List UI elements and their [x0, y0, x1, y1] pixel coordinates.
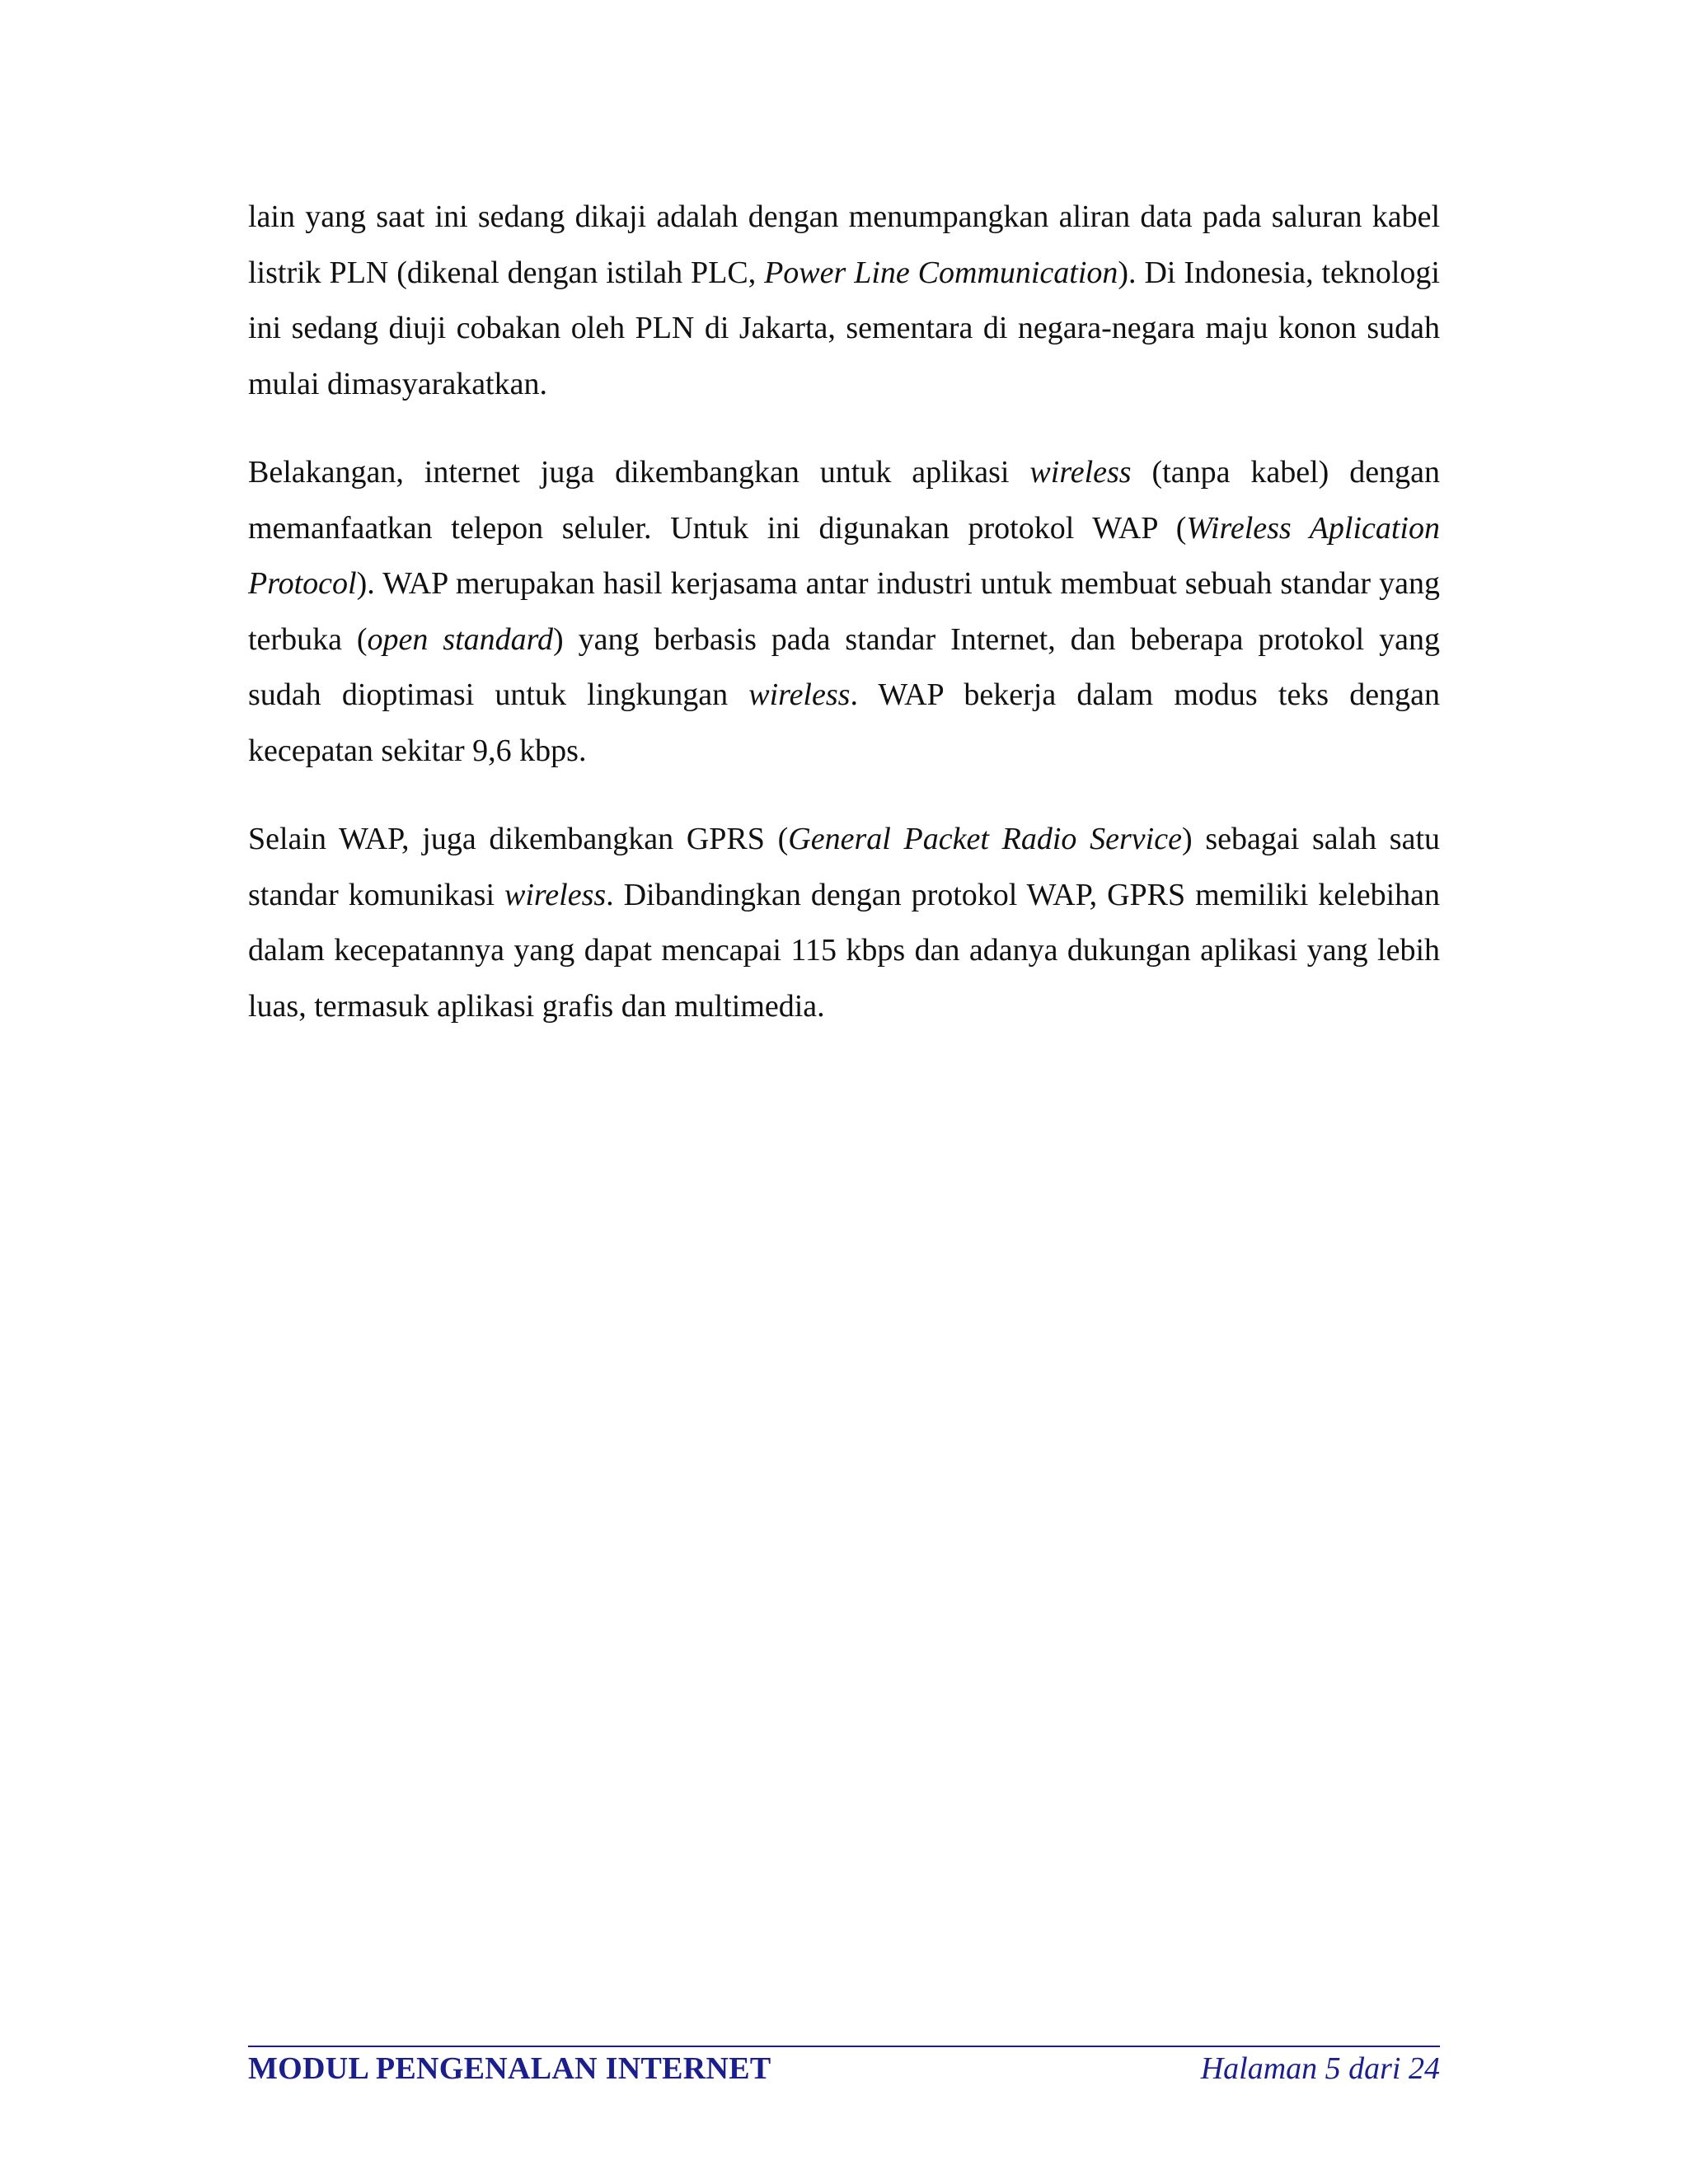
page-number: Halaman 5 dari 24 — [1200, 2051, 1440, 2086]
text-run-italic: wireless — [504, 877, 607, 912]
text-run-italic: wireless — [748, 677, 851, 712]
text-run: lain yang saat ini sedang dikaji adalah dengan menumpangkan aliran data pada saluran kabel listrik PLN (dikenal dengan istilah PLC, — [248, 199, 1440, 290]
paragraph-plc — [248, 190, 1440, 412]
body-text — [248, 190, 1440, 1067]
text-run-italic: open standard — [367, 621, 554, 657]
paragraph-gprs — [248, 812, 1440, 1034]
text-run: . WAP bekerja dalam modus teks dengan kecepatan sekitar 9,6 kbps. — [248, 677, 1440, 768]
text-run: (tanpa kabel) dengan memanfaatkan telepon seluler. Untuk ini digunakan protokol WAP ( — [248, 455, 1440, 546]
footer-title: MODUL PENGENALAN INTERNET — [248, 2051, 771, 2086]
paragraph-wap — [248, 445, 1440, 779]
text-run: Belakangan, internet juga dikembangkan untuk aplikasi — [248, 455, 1030, 490]
text-run: Selain WAP, juga dikembangkan GPRS ( — [248, 822, 789, 856]
text-run-italic: Wireless Aplication Protocol — [248, 510, 1440, 601]
text-run: . Dibandingkan dengan protokol WAP, GPRS memiliki kelebihan dalam kecepatannya yang dapat mencapai 115 kbps dan adanya dukungan aplikasi yang lebih luas, termasuk aplikasi grafis dan multimedia. — [248, 877, 1441, 1024]
text-run: ) yang berbasis pada standar Internet, dan beberapa protokol yang sudah dioptimasi untuk lingkungan — [248, 621, 1440, 712]
text-run-italic: Power Line Communication — [764, 255, 1118, 290]
text-run: ). Di Indonesia, teknologi ini sedang diuji cobakan oleh PLN di Jakarta, sementara di negara-negara maju konon sudah mulai dimasyarakatkan. — [248, 255, 1440, 401]
footer-divider — [248, 2046, 1440, 2047]
page-footer — [248, 2046, 1440, 2095]
text-run-italic: General Packet Radio Service — [788, 822, 1182, 856]
text-run: ) sebagai salah satu standar komunikasi — [248, 822, 1441, 912]
text-run: ). WAP merupakan hasil kerjasama antar industri untuk membuat sebuah standar yang terbuka ( — [248, 566, 1440, 657]
text-run-italic: wireless — [1029, 455, 1132, 490]
